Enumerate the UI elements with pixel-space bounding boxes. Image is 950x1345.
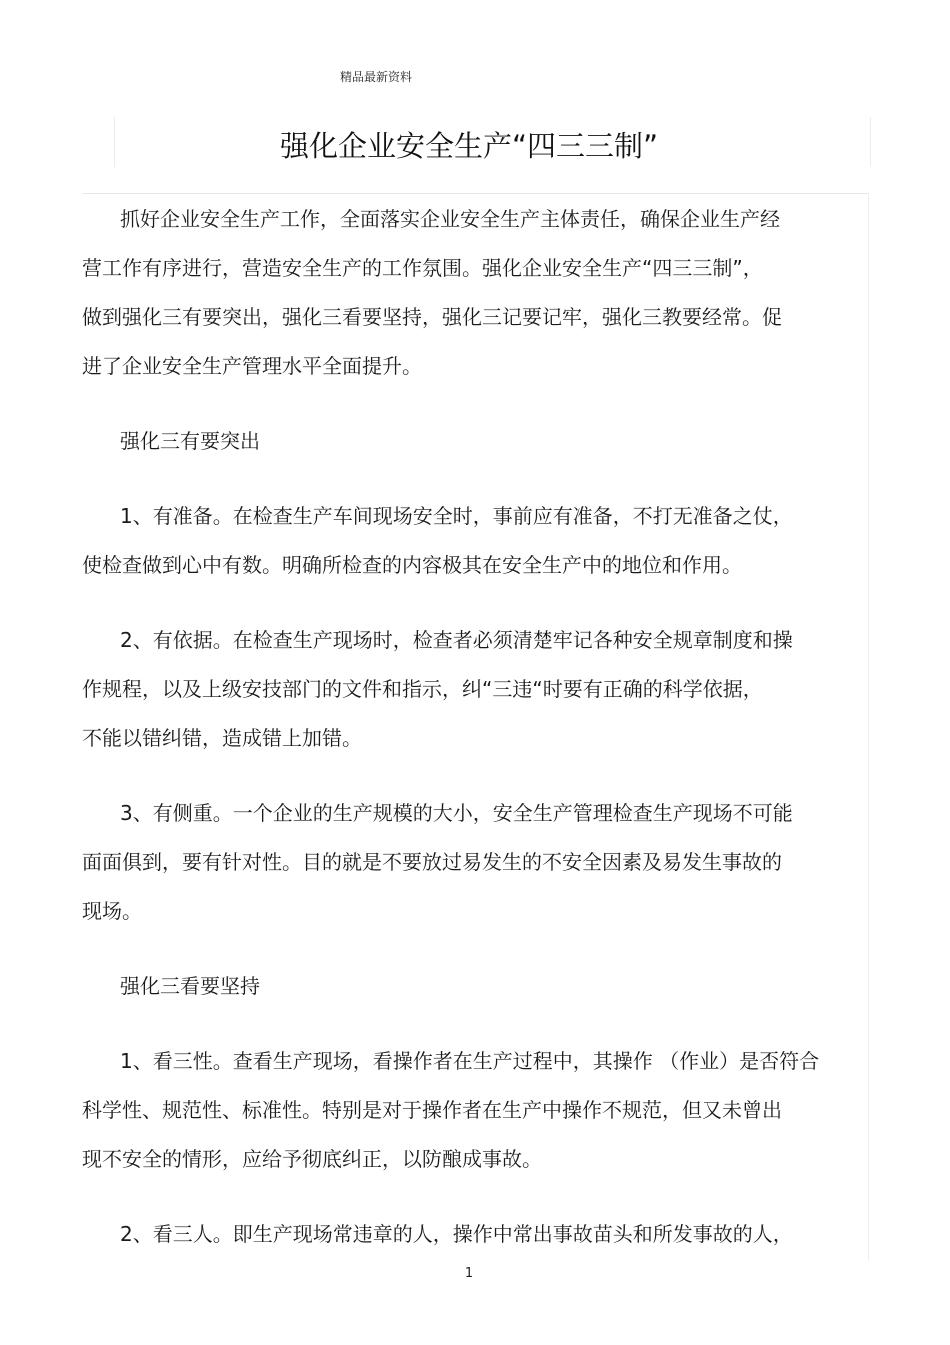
section-heading (82, 962, 872, 1011)
intro-paragraph (82, 195, 872, 391)
paragraph-line: 抓好企业安全生产工作，全面落实企业安全生产主体责任，确保企业生产经 (120, 207, 780, 231)
paragraph-line: 面面俱到，要有针对性。目的就是不要放过易发生的不安全因素及易发生事故的 (82, 850, 782, 874)
paragraph-line: 营工作有序进行，营造安全生产的工作氛围。强化企业安全生产“四三三制”， (82, 256, 763, 280)
item-paragraph (82, 1210, 872, 1259)
paragraph-gap (82, 1184, 872, 1210)
paragraph-line: 不能以错纠错，造成错上加错。 (82, 726, 362, 750)
paragraph-line: 现场。 (82, 899, 142, 923)
section-heading-text: 强化三看要坚持 (120, 974, 260, 998)
paragraph-line: 进了企业安全生产管理水平全面提升。 (82, 354, 422, 378)
paragraph-line: 2、有依据。在检查生产现场时，检查者必须清楚牢记各种安全规章制度和操 (120, 628, 793, 652)
paragraph-line: 3、有侧重。一个企业的生产规模的大小，安全生产管理检查生产现场不可能 (120, 801, 793, 825)
item-paragraph (82, 789, 872, 936)
paragraph-line: 2、看三人。即生产现场常违章的人，操作中常出事故苗头和所发事故的人， (120, 1222, 793, 1246)
paragraph-gap (82, 936, 872, 962)
paragraph-gap (82, 590, 872, 616)
section-heading-text: 强化三有要突出 (120, 429, 260, 453)
paragraph-line: 使检查做到心中有数。明确所检查的内容极其在安全生产中的地位和作用。 (82, 553, 742, 577)
paragraph-line: 1、看三性。查看生产现场，看操作者在生产过程中，其操作 （作业）是否符合 (120, 1049, 820, 1073)
paragraph-gap (82, 763, 872, 789)
page-number: 1 (464, 1266, 474, 1281)
paragraph-gap (82, 391, 872, 417)
item-paragraph (82, 616, 872, 763)
item-paragraph (82, 492, 872, 590)
paragraph-gap (82, 1011, 872, 1037)
header-note: 精品最新资料 (340, 70, 413, 84)
paragraph-gap (82, 466, 872, 492)
top-divider (82, 193, 869, 194)
paragraph-line: 作规程，以及上级安技部门的文件和指示，纠“三违“时要有正确的科学依据， (82, 677, 763, 701)
document-title: 强化企业安全生产“四三三制” (279, 129, 659, 163)
paragraph-line: 科学性、规范性、标准性。特别是对于操作者在生产中操作不规范，但又未曾出 (82, 1098, 782, 1122)
section-heading (82, 417, 872, 466)
paragraph-line: 现不安全的情形，应给予彻底纠正，以防酿成事故。 (82, 1147, 542, 1171)
document-body (82, 195, 872, 1259)
paragraph-line: 做到强化三有要突出，强化三看要坚持，强化三记要记牢，强化三教要经常。促 (82, 305, 782, 329)
item-paragraph (82, 1037, 872, 1184)
paragraph-line: 1、有准备。在检查生产车间现场安全时，事前应有准备，不打无准备之仗， (120, 504, 793, 528)
